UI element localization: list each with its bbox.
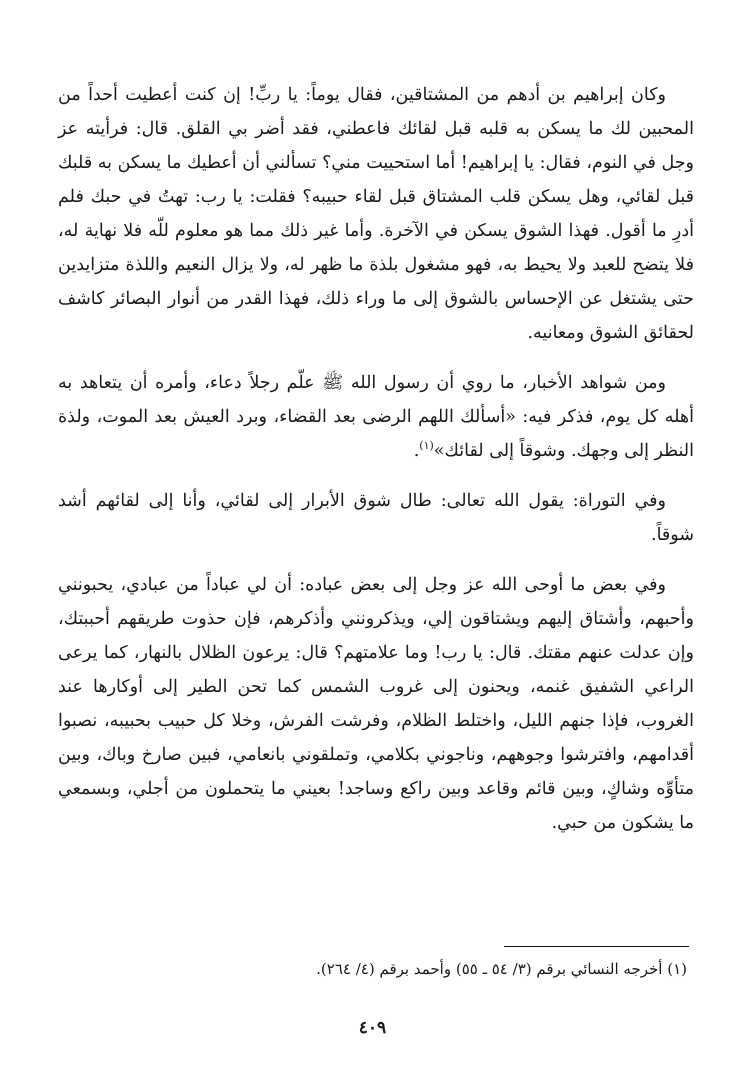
footnote: (١) أخرجه النسائي برقم (٣/ ٥٤ ـ ٥٥) وأحمد برقم (٤/ ٢٦٤). [316, 960, 687, 978]
paragraph-ibrahim-ibn-adham: وكان إبراهيم بن أدهم من المشتاقين، فقال يوماً: يا ربِّ! إن كنت أعطيت أحداً من المحبين لك ما يسكن به قلبه قبل لقائك فاعطني، فقد أضر بي القلق. قال: فرأيته عز وجل في النوم، فقال: يا إبراهيم! أما استحييت مني؟ تسألني أن أعطيك ما يسكن به قلبك قبل لقائي، وهل يسكن قلب المشتاق قبل لقاء حبيبه؟ فقلت: يا رب: تهتُ في حبك فلم أدرِ ما أقول. فهذا الشوق يسكن في الآخرة. وأما غير ذلك مما هو معلوم للّه فلا نهاية له، فلا يتضح للعبد ولا يحيط به، فهو مشغول بلذة ما ظهر له، ولا يزال النعيم واللذة متزايدين حتى يشتغل عن الإحساس بالشوق إلى ما وراء ذلك، فهذا القدر من أنوار البصائر كاشف لحقائق الشوق ومعانيه. [58, 85, 694, 343]
main-text [58, 78, 694, 854]
paragraph-torah: وفي التوراة: يقول الله تعالى: طال شوق الأبرار إلى لقائي، وأنا إلى لقائهم أشد شوقاً. [58, 491, 694, 545]
footnote-reference: (١) [419, 439, 434, 453]
paragraph-hadith-end: . [413, 441, 420, 461]
paragraph-revelation: وفي بعض ما أوحى الله عز وجل إلى بعض عباده: أن لي عباداً من عبادي، يحبونني وأحبهم، وأشتاق إليهم ويشتاقون إلي، ويذكرونني وأذكرهم، فإن حذوت طريقهم أحببتك، وإن عدلت عنهم مقتك. قال: يا رب! وما علامتهم؟ قال: يرعون الظلال بالنهار، كما يرعى الراعي الشفيق غنمه، ويحنون إلى غروب الشمس كما تحن الطير إلى أوكارها عند الغروب، فإذا جنهم الليل، واختلط الظلام، وفرشت الفرش، وخلا كل حبيب بحبيبه، نصبوا أقدامهم، وافترشوا وجوههم، وناجوني بكلامي، وتملقوني بانعامي، فبين صارخ وباك، وبين متأوِّه وشاكٍ، وبين قائم وقاعد وبين راكع وساجد! بعيني ما يتحملون من أجلي، وبسمعي ما يشكون من حبي. [58, 575, 694, 833]
footnote-divider [504, 946, 689, 947]
paragraph-hadith [58, 366, 694, 468]
page-number: ٤٠٩ [358, 1018, 387, 1038]
paragraph-hadith-text: ومن شواهد الأخبار، ما روي أن رسول الله ﷺ علّم رجلاً دعاء، وأمره أن يتعاهد به أهله كل يوم، فذكر فيه: «أسألك اللهم الرضى بعد القضاء، وبرد العيش بعد الموت، ولذة النظر إلى وجهك. وشوقاً إلى لقائك» [58, 373, 694, 461]
